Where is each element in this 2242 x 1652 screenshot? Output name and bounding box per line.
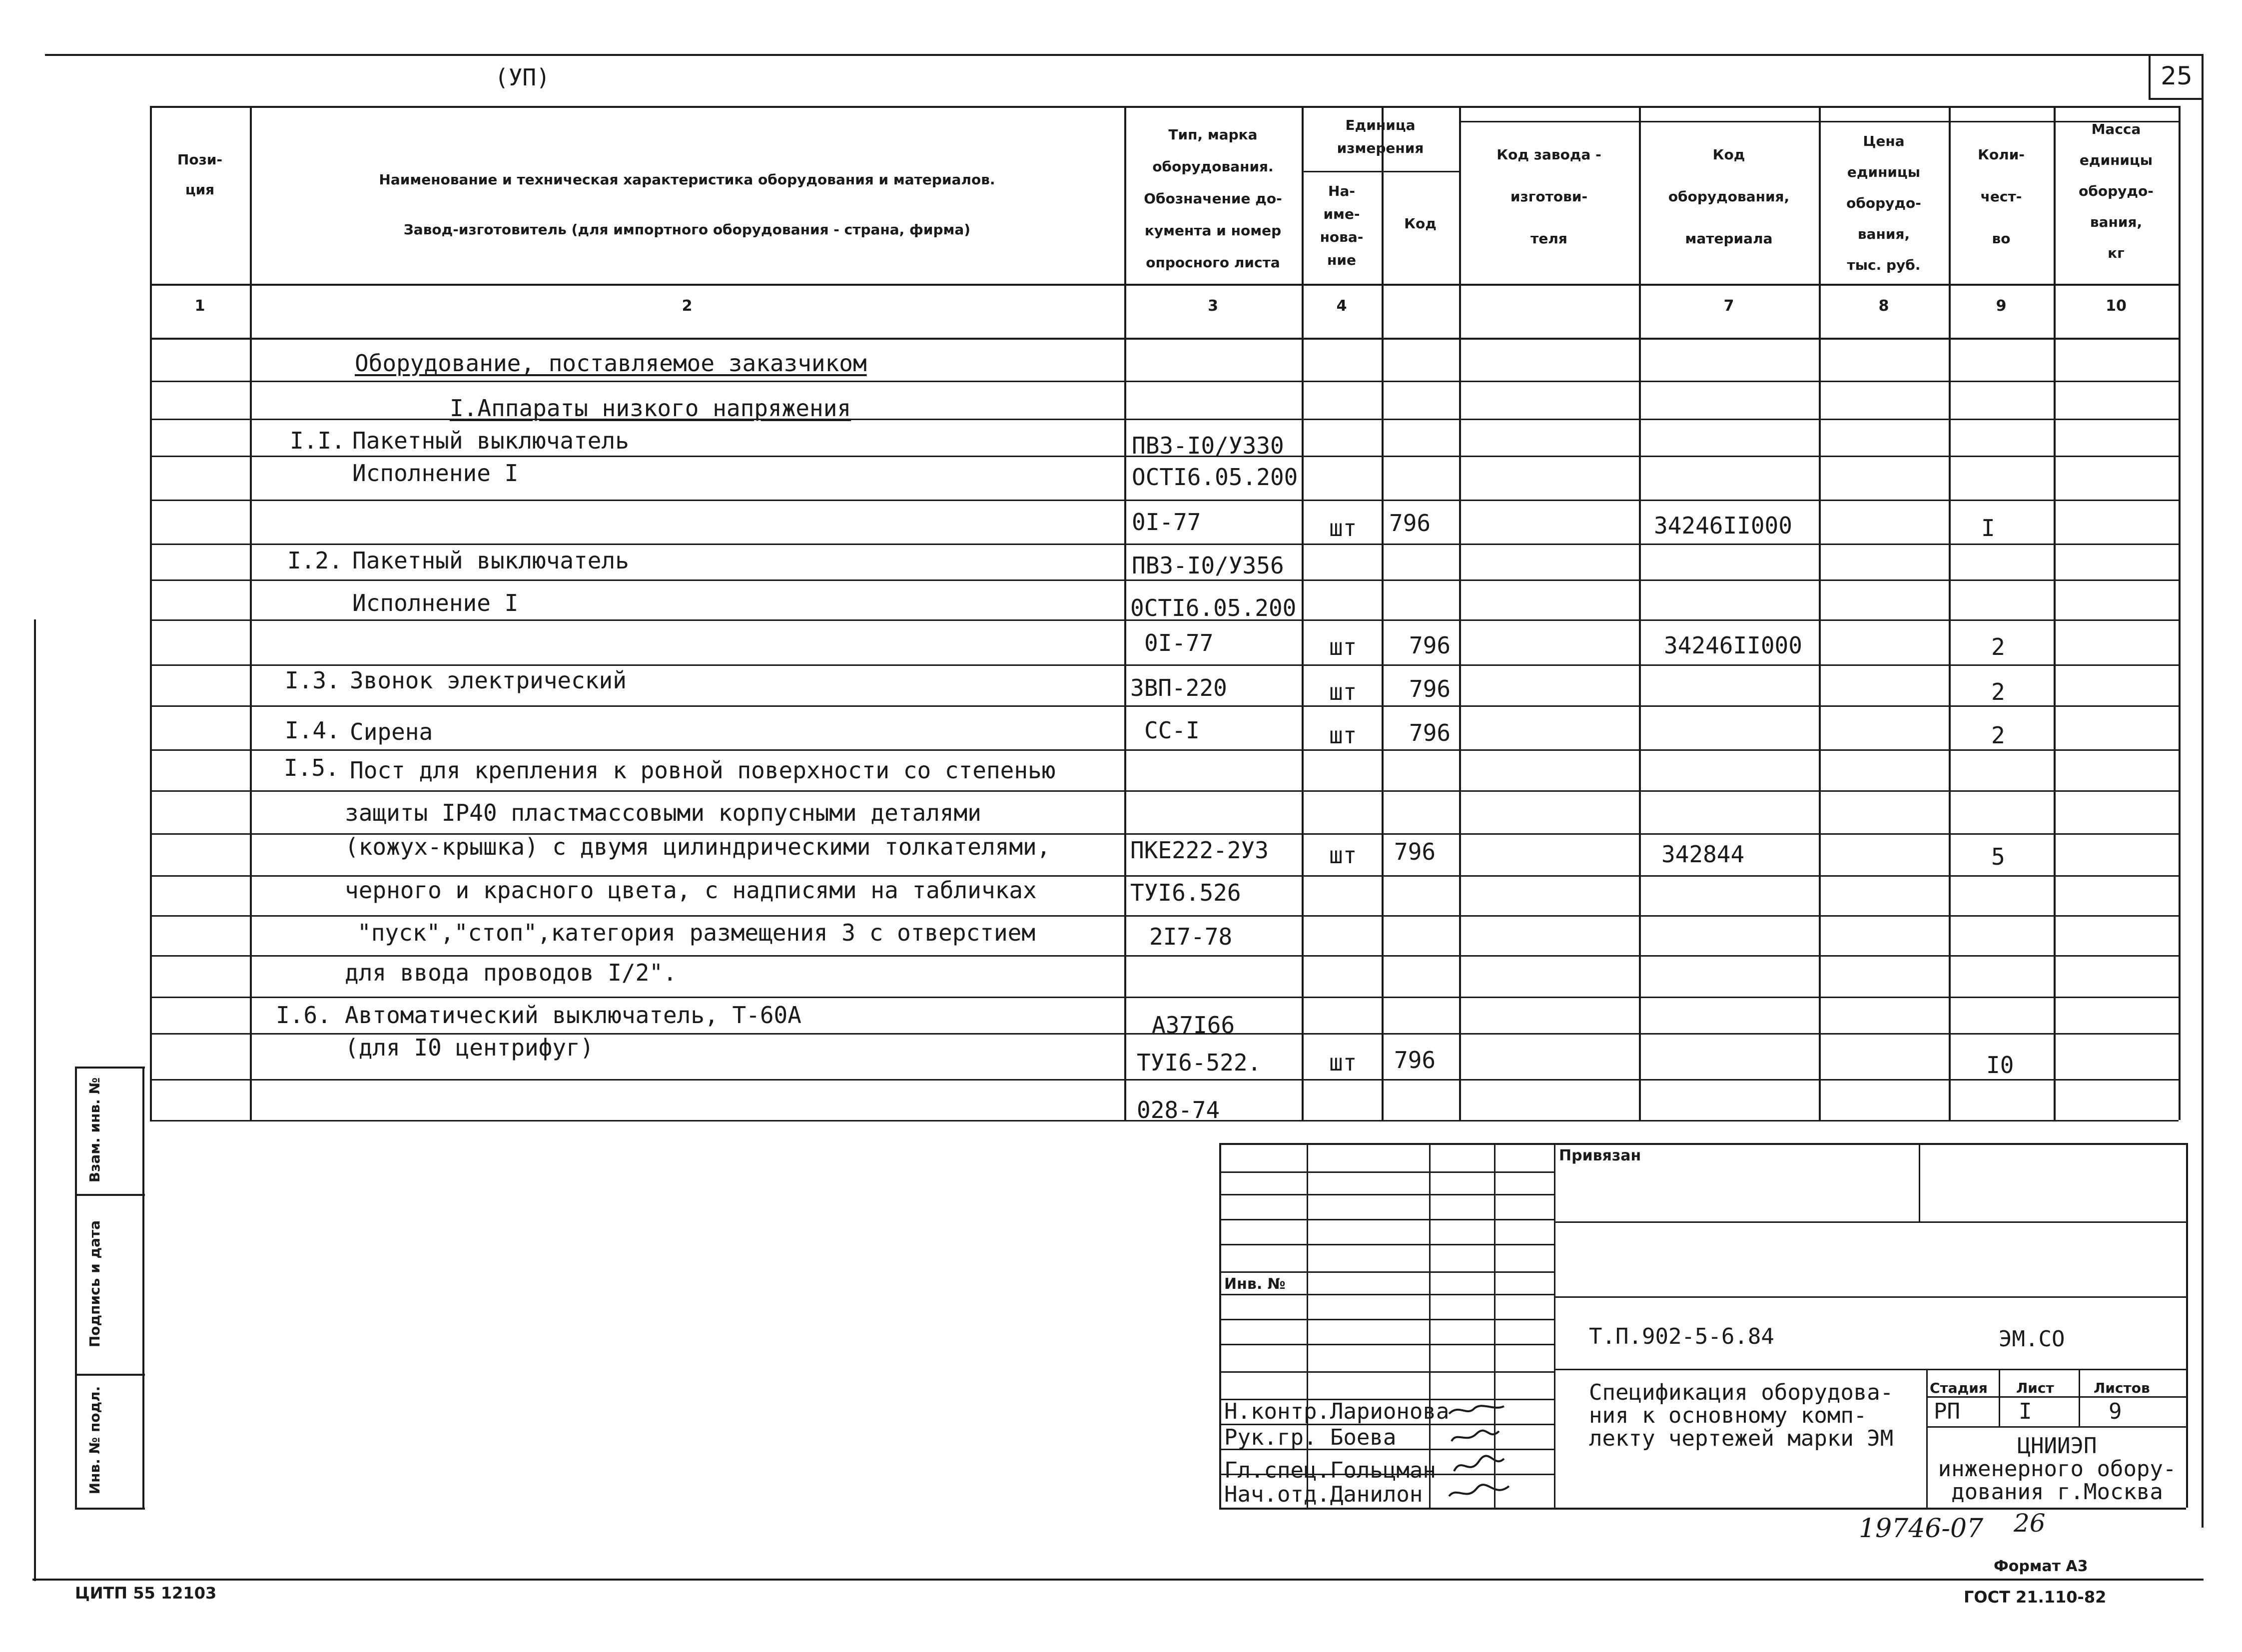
table-row-line [150,790,2179,792]
row-name: Пакетный выключатель [352,427,629,454]
row-name: Сирена [350,718,433,745]
col-header-unit-name: На- име- нова- ние [1320,183,1364,268]
row-name: защиты IP40 пластмассовыми корпусными деталями [345,799,981,826]
stage-label: Стадия [1930,1380,1988,1396]
row-position: I.5. [284,754,339,781]
row-name: для ввода проводов I/2". [345,959,677,986]
section-heading: Оборудование, поставляемое заказчиком [355,350,867,377]
row-equipment-code: 34246II000 [1654,512,1792,539]
row-name: Исполнение I [352,460,519,487]
title-block-line [1554,1296,2186,1298]
title-block-line [1219,1344,1554,1345]
col-header-equipment-code: Код оборудования, материала [1668,146,1790,247]
col-header-factory-code: Код завода - изготови- теля [1496,146,1601,247]
table-column-line [1382,106,1384,1120]
table-row-line [150,664,2179,666]
row-position: I.2. [287,547,343,574]
inv-number-label: Инв. № [1224,1275,1286,1293]
format-label: Формат А3 [1994,1558,2088,1575]
table-row-line [150,705,2179,707]
table-row-line [150,1079,2179,1081]
title-block-line [1307,1143,1308,1508]
title-block-line [1219,1294,1554,1295]
frame-top-line [45,54,2204,56]
subsection-heading: I.Аппараты низкого напряжения [450,395,851,422]
signer-row: Н.контр.Ларионова [1224,1399,1450,1424]
row-name: Звонок электрический [350,667,627,694]
section-code: (УП) [495,64,550,91]
signer-row: Нач.отд.Данилон [1224,1482,1423,1507]
page-number-box-line [2149,54,2151,100]
title-block-line [1554,1221,2186,1223]
organization: ЦНИИЭП инженерного обору- дования г.Москва [1938,1433,2177,1505]
title-block-line [1926,1369,1928,1508]
side-stamp-line [75,1067,145,1069]
col-header-unit-code: Код [1404,215,1437,232]
row-unit-code: 796 [1409,719,1451,746]
row-name: черного и красного цвета, с надписями на табличках [345,877,1037,904]
col-header-mass: Масса единицы оборудо- вания, кг [2079,121,2154,261]
row-type: СС-I [1144,717,1200,744]
row-unit: шт [1329,842,1357,869]
row-type: ТУI6-522. [1137,1049,1262,1076]
title-block-line [2186,1143,2188,1508]
col-number: 3 [1208,297,1218,315]
table-row-line [150,955,2179,957]
row-qty: 2 [1991,678,2005,705]
page-number: 25 [2161,61,2193,90]
row-position: I.6. [276,1002,331,1029]
frame-bottom-line [32,1579,2204,1581]
row-unit: шт [1329,722,1357,749]
title-block-line [1926,1396,2186,1398]
table-row-line [150,915,2179,917]
col-number: 9 [1996,297,2007,315]
handwritten-sheet: 26 [2014,1509,2046,1538]
title-block-line [1219,1143,2186,1145]
title-block-line [1554,1143,1555,1508]
row-name: (для I0 центрифуг) [345,1034,594,1061]
row-type: 0I-77 [1132,509,1201,536]
table-column-line [2179,106,2181,1120]
row-equipment-code: 34246II000 [1664,632,1802,659]
row-position: I.I. [290,427,345,454]
row-type: ПВЗ-I0/У356 [1132,552,1284,579]
privyazan-label: Привязан [1559,1147,1641,1164]
side-stamp-line [75,1374,145,1376]
table-header-line [150,106,2179,108]
row-type: 028-74 [1137,1097,1220,1123]
table-row-line [150,997,2179,998]
sheets-label: Листов [2094,1380,2150,1396]
row-type: 2I7-78 [1149,923,1233,950]
row-type: ОСТI6.05.200 [1132,464,1298,491]
row-unit: шт [1329,633,1357,660]
row-name: Пакетный выключатель [352,547,629,574]
row-type: ПКЕ222-2У3 [1130,837,1269,864]
row-qty: I0 [1986,1052,2014,1079]
col-number: 8 [1878,297,1889,315]
table-column-line [250,106,252,1120]
table-row-line [150,381,2179,382]
row-name: Автоматический выключатель, Т-60А [345,1002,801,1029]
row-type: ЗВП-220 [1130,674,1227,701]
row-unit-code: 796 [1394,1047,1436,1074]
row-name: "пуск","стоп",категория размещения 3 с отверстием [357,919,1036,946]
title-block-line [1219,1171,1554,1173]
sheet-label: Лист [2016,1380,2054,1396]
title-block-line [1926,1426,2186,1428]
row-type: ПВЗ-I0/У330 [1132,432,1284,459]
row-position: I.3. [285,667,340,694]
row-unit: шт [1329,515,1357,542]
col-header-price: Цена единицы оборудо- вания, тыс. руб. [1846,133,1921,273]
col-number: 2 [682,297,693,315]
row-unit-code: 796 [1409,675,1451,702]
table-row-line [150,749,2179,751]
row-name: Пост для крепления к ровной поверхности со степенью [350,757,1056,784]
row-equipment-code: 342844 [1661,841,1745,868]
title-block-line [1219,1219,1554,1220]
title-block-line [1429,1143,1431,1508]
title-block-line [1219,1319,1554,1320]
side-stamp-signature-date: Подпись и дата [86,1220,103,1348]
drawing-designation: Т.П.902-5-6.84 [1589,1324,1774,1349]
title-block-line [1219,1371,1554,1373]
gost-label: ГОСТ 21.110-82 [1964,1588,2107,1607]
row-qty: 5 [1991,843,2005,870]
table-header-line [150,338,2179,340]
title-block-line [1219,1143,1221,1508]
sheets-value: 9 [2109,1399,2122,1424]
row-unit-code: 796 [1394,838,1436,865]
row-name: Исполнение I [352,589,519,616]
title-block-line [1219,1194,1554,1195]
col-number: 4 [1336,297,1347,315]
signer-row: Гл.спец.Гольцман [1224,1458,1436,1483]
frame-left-line [34,619,36,1581]
printer-label: ЦИТП 55 12103 [75,1584,217,1603]
row-type: 0I-77 [1144,629,1214,656]
table-row-line [150,544,2179,545]
row-qty: I [1981,515,1995,542]
frame-right-line [2202,54,2204,1528]
row-type: ТУI6.526 [1130,879,1241,906]
col-header-type: Тип, марка оборудования. Обозначение до- кумента и номер опросного листа [1144,126,1282,271]
table-row-line [150,500,2179,501]
handwritten-number: 19746-07 [1859,1514,1984,1544]
row-unit-code: 796 [1409,632,1451,659]
title-block-line [1999,1369,2000,1426]
side-stamp-line [142,1067,144,1509]
side-stamp-line [75,1067,77,1509]
table-column-line [150,106,152,1120]
row-unit-code: 796 [1389,510,1431,537]
title-block-line [1219,1244,1554,1245]
stage-value: РП [1934,1399,1960,1424]
table-header-line [1302,171,1459,172]
col-header-name: Наименование и техническая характеристика оборудования и материалов. Завод-изготовитель (для импортного оборудования - страна, фирма) [379,171,995,238]
title-block-line [1554,1369,2186,1370]
col-header-position: Пози- ция [177,151,223,198]
signer-row: Рук.гр. Боева [1224,1425,1397,1450]
title-block-line [1219,1271,1554,1273]
table-row-line [150,579,2179,581]
row-qty: 2 [1991,722,2005,749]
drawing-mark: ЭМ.СО [1999,1326,2065,1352]
row-unit: шт [1329,678,1357,705]
row-type: 0СТI6.05.200 [1130,594,1297,621]
signatures [1439,1401,1524,1511]
col-header-unit-group: Единица измерения [1337,117,1424,156]
row-unit: шт [1329,1049,1357,1076]
col-number: 1 [194,297,205,315]
side-stamp-inv-original: Инв. № подл. [86,1386,103,1495]
side-stamp-line [75,1194,145,1196]
title-block-line [1919,1143,1920,1221]
col-number: 10 [2106,297,2127,315]
col-number: 7 [1723,297,1734,315]
row-qty: 2 [1991,633,2005,660]
table-header-line [150,284,2179,286]
sheet-value: I [2019,1399,2032,1424]
page-number-box-line [2149,98,2204,100]
side-stamp-line [75,1508,145,1510]
row-name: (кожух-крышка) с двумя цилиндрическими толкателями, [345,833,1051,860]
document-title: Спецификация оборудова- ния к основному комп- лекту чертежей марки ЭМ [1589,1380,1894,1451]
side-stamp-replaces-inv: Взам. инв. № [86,1077,103,1183]
col-header-qty: Коли- чест- во [1978,146,2025,247]
row-position: I.4. [285,717,340,744]
title-block-line [2079,1369,2080,1426]
row-type: А37I66 [1152,1012,1235,1039]
